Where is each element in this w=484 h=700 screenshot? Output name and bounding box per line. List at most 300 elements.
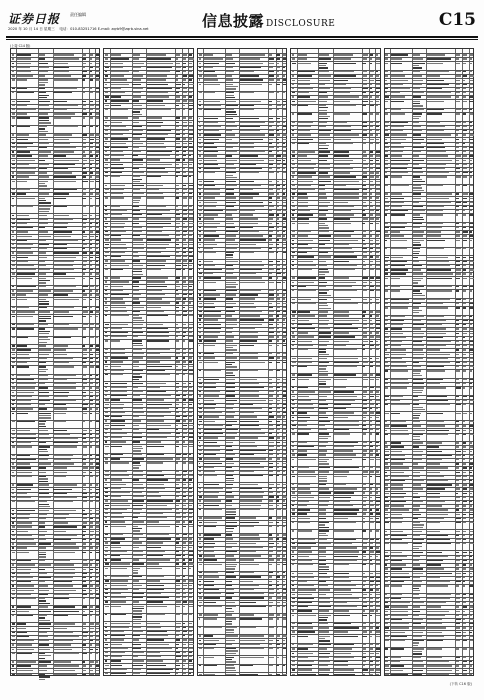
table-cell-text: [82, 649, 86, 650]
table-cell-text: [111, 627, 129, 628]
table-cell-text: [391, 337, 406, 338]
table-cell-text: [334, 218, 350, 219]
table-cell-text: [199, 395, 202, 396]
table-cell-text: [176, 269, 181, 270]
table-cell-text: [147, 58, 171, 59]
table-cell-text: [413, 160, 425, 161]
table-cell-text: [199, 202, 201, 203]
table-cell-text: [90, 143, 93, 144]
table-cell-text: [147, 429, 160, 430]
table-cell-text: [319, 530, 329, 531]
table-cell-text: [292, 214, 294, 215]
table-cell-text: [269, 311, 274, 312]
table-cell-text: [82, 438, 86, 439]
table-cell-text: [189, 126, 192, 127]
table-cell-text: [469, 58, 472, 59]
table-cell-text: [132, 92, 140, 93]
table-cell-text: [189, 252, 192, 253]
table-cell-text: [334, 181, 360, 182]
table-cell-text: [39, 655, 51, 656]
table-cell-text: [463, 286, 467, 287]
table-cell-text: [297, 467, 309, 468]
table-cell-text: [12, 467, 15, 468]
table-cell-text: [132, 437, 142, 438]
table-cell-text: [132, 383, 143, 384]
table-cell-text: [204, 340, 216, 341]
table-cell-text: [17, 501, 35, 502]
table-cell-text: [370, 585, 374, 586]
table-cell-text: [96, 535, 99, 536]
table-cell-text: [12, 569, 14, 570]
table-cell-text: [39, 290, 51, 291]
table-cell-text: [199, 328, 201, 329]
table-cell-text: [17, 181, 26, 182]
table-cell-text: [334, 417, 349, 418]
table-cell-text: [385, 227, 388, 228]
table-cell-text: [132, 627, 141, 628]
table-cell-text: [297, 311, 309, 312]
table-cell-text: [53, 463, 73, 464]
table-cell-text: [297, 105, 308, 106]
table-cell-text: [147, 206, 166, 207]
table-cell-text: [362, 421, 366, 422]
table-cell-text: [226, 670, 237, 671]
table-cell-text: [176, 302, 179, 303]
table-cell-text: [292, 71, 294, 72]
table-cell-text: [240, 362, 265, 363]
table-cell-text: [82, 543, 86, 544]
table-cell-text: [53, 236, 71, 237]
table-cell-text: [469, 172, 472, 173]
table-cell-text: [283, 231, 285, 232]
table-cell-text: [370, 459, 374, 460]
table-cell-text: [469, 147, 473, 148]
table-cell-text: [269, 143, 272, 144]
table-cell-text: [189, 395, 192, 396]
table-cell-text: [319, 305, 328, 306]
table-cell-text: [53, 442, 78, 443]
table-cell-text: [17, 636, 29, 637]
table-cell-text: [105, 75, 108, 76]
table-cell-text: [90, 569, 94, 570]
table-cell-text: [370, 164, 373, 165]
table-cell-text: [427, 299, 450, 300]
table-cell-text: [319, 227, 329, 228]
table-cell-text: [176, 130, 180, 131]
table-cell-text: [183, 568, 186, 569]
table-cell-text: [132, 465, 141, 466]
table-cell-text: [334, 193, 359, 194]
table-cell-text: [319, 408, 328, 409]
table-cell-text: [269, 383, 272, 384]
table-cell-text: [132, 484, 143, 485]
table-cell-text: [240, 488, 262, 489]
table-cell-text: [463, 333, 467, 334]
table-cell-text: [82, 623, 86, 624]
table-cell-text: [427, 307, 448, 308]
table-cell-text: [226, 193, 234, 194]
table-cell-text: [376, 202, 380, 203]
table-cell-text: [96, 155, 98, 156]
table-cell-text: [17, 75, 32, 76]
table-cell-text: [297, 471, 314, 472]
table-cell-text: [427, 168, 445, 169]
table-cell-text: [199, 362, 202, 363]
table-cell-text: [53, 54, 73, 55]
table-cell-text: [269, 269, 273, 270]
table-cell-text: [17, 240, 27, 241]
table-cell-text: [17, 113, 27, 114]
table-cell-text: [82, 240, 85, 241]
table-cell-text: [90, 252, 93, 253]
table-cell-text: [183, 521, 185, 522]
table-cell-text: [376, 92, 379, 93]
table-cell-text: [96, 518, 99, 519]
table-cell-text: [12, 476, 15, 477]
table-cell-text: [240, 218, 258, 219]
table-cell-text: [111, 521, 126, 522]
table-cell-text: [456, 290, 459, 291]
table-cell-text: [90, 598, 94, 599]
table-cell-text: [385, 126, 388, 127]
table-cell-text: [283, 248, 286, 249]
table-cell-text: [226, 500, 232, 501]
table-cell-text: [376, 615, 380, 616]
table-cell-text: [456, 307, 460, 308]
table-cell-text: [53, 522, 68, 523]
table-cell-text: [132, 374, 140, 375]
table-cell-text: [12, 181, 15, 182]
table-cell-text: [283, 109, 287, 110]
table-cell-text: [427, 227, 442, 228]
table-cell-text: [269, 118, 273, 119]
table-cell-text: [370, 543, 373, 544]
table-cell-text: [39, 248, 47, 249]
table-cell-text: [276, 126, 279, 127]
table-cell-text: [96, 345, 100, 346]
table-cell-text: [183, 151, 186, 152]
table-cell-text: [105, 147, 108, 148]
table-cell-text: [269, 429, 274, 430]
table-cell-text: [132, 274, 142, 275]
table-cell-text: [297, 341, 311, 342]
table-cell-text: [463, 387, 465, 388]
table-cell-text: [12, 455, 15, 456]
table-cell-text: [283, 416, 285, 417]
table-cell-text: [17, 455, 30, 456]
table-cell-text: [82, 446, 87, 447]
table-cell-text: [204, 362, 218, 363]
table-cell-text: [105, 547, 107, 548]
table-cell-text: [276, 75, 279, 76]
table-cell-text: [12, 311, 15, 312]
table-cell-text: [111, 433, 128, 434]
table-cell-text: [90, 354, 93, 355]
table-cell-text: [17, 105, 27, 106]
table-cell-text: [283, 189, 286, 190]
table-cell-text: [189, 551, 193, 552]
table-cell-text: [17, 324, 33, 325]
table-cell-text: [292, 577, 295, 578]
table-cell-text: [334, 497, 351, 498]
table-cell-text: [283, 340, 285, 341]
table-cell-text: [391, 143, 402, 144]
table-cell-text: [269, 248, 272, 249]
table-cell-text: [334, 88, 352, 89]
table-cell-text: [132, 458, 144, 459]
table-cell-text: [269, 105, 272, 106]
table-cell-text: [39, 301, 49, 302]
table-cell-text: [362, 408, 367, 409]
table-column: [10, 48, 100, 676]
table-cell-text: [269, 572, 273, 573]
table-cell-text: [463, 442, 466, 443]
table-cell-text: [12, 92, 14, 93]
table-cell-text: [334, 467, 360, 468]
table-cell-text: [39, 400, 50, 401]
table-cell-text: [183, 534, 187, 535]
table-cell-text: [319, 67, 328, 68]
table-cell-text: [370, 615, 372, 616]
table-cell-text: [240, 164, 256, 165]
table-cell-text: [269, 484, 274, 485]
table-cell-text: [376, 240, 379, 241]
table-cell-text: [82, 430, 87, 431]
table-cell-text: [376, 71, 378, 72]
table-cell-text: [176, 122, 179, 123]
table-cell-text: [147, 105, 166, 106]
table-cell-text: [147, 147, 166, 148]
table-cell-text: [189, 63, 192, 64]
table-cell-text: [226, 347, 233, 348]
table-cell-text: [189, 138, 192, 139]
table-cell-text: [96, 231, 100, 232]
table-cell-text: [385, 430, 387, 431]
table-cell-text: [183, 404, 186, 405]
table-cell-text: [283, 164, 287, 165]
table-cell-text: [370, 476, 372, 477]
table-cell-text: [17, 518, 28, 519]
table-cell-text: [226, 364, 233, 365]
table-cell-text: [96, 514, 100, 515]
table-cell-text: [334, 615, 351, 616]
table-cell-text: [105, 290, 107, 291]
table-cell-text: [204, 54, 213, 55]
table-cell-text: [385, 134, 388, 135]
table-cell-text: [12, 590, 15, 591]
table-cell-text: [53, 455, 72, 456]
table-cell-text: [319, 151, 330, 152]
table-cell-text: [276, 210, 280, 211]
table-cell-text: [385, 84, 388, 85]
table-cell-text: [226, 269, 234, 270]
table-cell-text: [226, 650, 238, 651]
table-cell-text: [105, 652, 108, 653]
table-cell-text: [132, 200, 140, 201]
table-cell-text: [334, 96, 359, 97]
table-cell-text: [469, 193, 473, 194]
table-cell-text: [456, 261, 460, 262]
table-cell-text: [362, 450, 366, 451]
table-cell-text: [147, 96, 169, 97]
table-cell-text: [132, 521, 144, 522]
table-cell-text: [269, 593, 273, 594]
table-cell-text: [82, 227, 85, 228]
table-cell-text: [456, 147, 460, 148]
table-cell-text: [189, 357, 192, 358]
table-cell-text: [90, 349, 92, 350]
table-cell-text: [334, 636, 358, 637]
table-cell-text: [204, 265, 215, 266]
table-cell-text: [362, 143, 366, 144]
table-cell-text: [463, 362, 467, 363]
table-cell-text: [456, 400, 460, 401]
table-cell-text: [53, 67, 68, 68]
table-cell-text: [469, 261, 473, 262]
table-cell-text: [292, 315, 295, 316]
table-cell-text: [456, 248, 461, 249]
table-cell-text: [376, 176, 379, 177]
table-cell-text: [427, 151, 446, 152]
table-cell-text: [96, 585, 100, 586]
table-cell-text: [362, 446, 366, 447]
table-cell-text: [132, 185, 143, 186]
table-cell-text: [147, 479, 168, 480]
table-cell-text: [456, 227, 459, 228]
table-cell-text: [269, 564, 272, 565]
table-cell-text: [39, 294, 48, 295]
table-cell-text: [132, 429, 139, 430]
table-cell-text: [189, 404, 192, 405]
table-cell-text: [283, 328, 286, 329]
table-cell-text: [226, 336, 234, 337]
table-cell-text: [132, 376, 142, 377]
table-cell-text: [105, 138, 108, 139]
table-cell-text: [53, 547, 79, 548]
table-cell-text: [283, 555, 286, 556]
table-cell-text: [90, 547, 94, 548]
table-cell-text: [39, 252, 46, 253]
table-cell-text: [297, 252, 307, 253]
table-cell-text: [132, 547, 138, 548]
table-cell-text: [111, 471, 127, 472]
table-cell-text: [362, 96, 367, 97]
table-cell-text: [334, 594, 353, 595]
table-cell-text: [199, 273, 202, 274]
table-cell-text: [469, 235, 473, 236]
table-cell-text: [53, 501, 72, 502]
table-cell-text: [362, 396, 366, 397]
table-cell-text: [199, 555, 202, 556]
table-cell-text: [391, 400, 401, 401]
table-cell-text: [269, 261, 273, 262]
table-cell-text: [199, 357, 202, 358]
table-cell-text: [376, 454, 379, 455]
table-cell-text: [362, 185, 365, 186]
table-cell-text: [376, 168, 380, 169]
table-cell-text: [39, 97, 47, 98]
table-cell-text: [199, 543, 202, 544]
table-cell-text: [204, 151, 217, 152]
table-cell-text: [39, 164, 49, 165]
table-cell-text: [12, 632, 15, 633]
table-cell-text: [204, 210, 223, 211]
table-cell-text: [204, 71, 215, 72]
table-cell-text: [370, 581, 374, 582]
table-cell-text: [105, 176, 107, 177]
table-cell-text: [283, 425, 287, 426]
table-cell-text: [199, 500, 201, 501]
table-cell-text: [147, 294, 165, 295]
table-cell-text: [82, 79, 85, 80]
table-cell-text: [90, 155, 94, 156]
table-cell-text: [370, 669, 374, 670]
table-cell-text: [376, 631, 380, 632]
table-cell-text: [362, 589, 365, 590]
table-cell-text: [53, 383, 76, 384]
table-cell-text: [39, 265, 46, 266]
table-cell-text: [391, 113, 405, 114]
table-cell-text: [189, 437, 193, 438]
table-cell-text: [456, 71, 461, 72]
table-cell-text: [189, 576, 193, 577]
table-cell-text: [147, 189, 159, 190]
table-cell-text: [90, 636, 93, 637]
table-cell-text: [147, 332, 170, 333]
table-cell-text: [226, 105, 238, 106]
table-cell-text: [53, 324, 69, 325]
table-cell-text: [226, 597, 233, 598]
table-cell-text: [132, 551, 143, 552]
table-cell-text: [111, 185, 126, 186]
table-cell-text: [183, 505, 186, 506]
table-cell-text: [176, 67, 181, 68]
table-cell-text: [370, 602, 373, 603]
table-cell-text: [319, 371, 328, 372]
table-cell-text: [105, 425, 108, 426]
table-cell-text: [105, 660, 107, 661]
table-cell-text: [189, 218, 193, 219]
table-cell-text: [183, 496, 186, 497]
table-cell-text: [334, 299, 352, 300]
table-cell-text: [362, 311, 365, 312]
table-cell-text: [283, 193, 285, 194]
table-cell-text: [12, 215, 14, 216]
table-cell-text: [199, 640, 201, 641]
table-cell-text: [96, 198, 99, 199]
table-cell-text: [370, 349, 373, 350]
table-cell-text: [385, 210, 388, 211]
table-cell-text: [176, 669, 179, 670]
table-cell-text: [427, 75, 440, 76]
table-cell-text: [362, 560, 366, 561]
table-cell-text: [204, 101, 220, 102]
table-cell-text: [96, 581, 99, 582]
table-cell-text: [240, 437, 257, 438]
table-cell-text: [391, 164, 408, 165]
table-cell-text: [183, 576, 185, 577]
table-cell-text: [269, 294, 274, 295]
table-cell-text: [283, 657, 287, 658]
table-cell-text: [334, 185, 347, 186]
table-cell-text: [111, 54, 121, 55]
table-cell-text: [82, 358, 87, 359]
table-cell-text: [105, 606, 108, 607]
table-cell-text: [111, 656, 122, 657]
table-cell-text: [199, 79, 201, 80]
table-cell-text: [105, 387, 107, 388]
table-cell-text: [376, 139, 379, 140]
